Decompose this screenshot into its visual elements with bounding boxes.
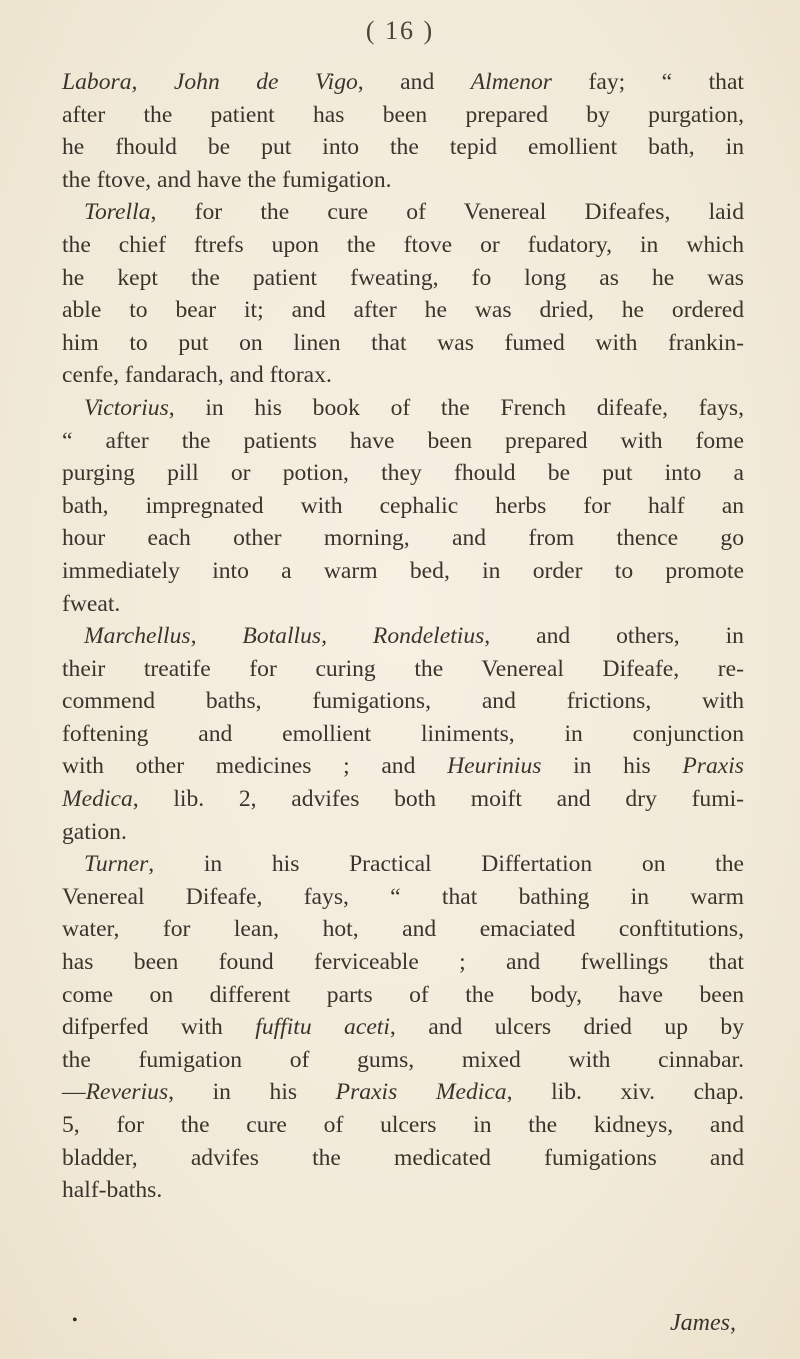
text-line [62,1142,744,1175]
text-run: gation. [62,818,127,845]
text-run: , in his [168,1079,336,1106]
text-run: hour each other morning, and from thence go [62,525,744,552]
text-line [62,979,744,1012]
text-line [62,457,744,490]
text-run: purging pill or potion, they fhould be put into a [62,460,744,487]
text-run: , and ulcers dried up by [389,1014,745,1041]
text-line [62,653,744,686]
text-line [62,392,744,425]
italic-text: Heurinius [447,753,542,780]
printer-mark: • [72,1312,78,1329]
text-run: able to bear it; and after he was dried, he ordered [62,297,744,324]
body-text [62,66,744,1207]
italic-text: Praxis Medica [335,1079,507,1106]
text-line [62,425,744,458]
text-line [62,848,744,881]
text-run: 5, for the cure of ulcers in the kidneys, and [62,1112,744,1138]
italic-text: fuffitu aceti [255,1014,390,1041]
text-line [62,359,744,392]
text-run: in his [541,753,683,780]
text-run: , for the cure of Venereal Difeafes, laid [150,199,744,226]
text-line [62,196,744,229]
text-line [62,620,744,653]
text-run: , and [357,69,471,95]
text-run: Venereal Difeafe, fays, “ that bathing in warm [62,883,744,910]
text-run: water, for lean, hot, and emaciated conftitutions, [62,916,744,943]
text-run: “ after the patients have been prepared with fome [62,427,744,454]
text-run: bath, impregnated with cephalic herbs for half an [62,492,744,519]
page-number: ( 16 ) [365,16,435,45]
text-run: , in his book of the French difeafe, fays, [168,394,744,421]
text-run: immediately into a warm bed, in order to promote [62,557,744,584]
text-line [62,164,744,197]
text-line [62,1011,744,1044]
text-run: their treatife for curing the Venereal Difeafe, re- [62,655,744,682]
text-run: , in his Practical Differtation on the [148,851,744,878]
text-line [62,685,744,718]
text-run: commend baths, fumigations, and frictions, with [62,688,744,715]
italic-text: Reverius [85,1079,169,1106]
italic-text: Praxis [682,753,744,780]
text-line [62,99,744,132]
italic-text: Turner [84,851,149,878]
text-line [62,555,744,588]
text-line [62,1076,744,1109]
text-line [62,131,744,164]
text-line [62,783,744,816]
text-line [62,1174,744,1207]
italic-text: Marchellus, Botallus, Rondeletius [84,623,485,650]
text-run: , lib. 2, advifes both moift and dry fumi- [132,786,744,813]
text-run: has been found ferviceable ; and fwellings that [62,949,744,976]
text-run: — [62,1079,86,1106]
text-run: , and others, in [484,623,744,650]
text-line [62,718,744,751]
text-line [62,262,744,295]
text-line [62,490,744,523]
text-line [62,913,744,946]
italic-text: Medica [62,786,133,813]
text-run: , lib. xiv. chap. [506,1079,745,1106]
text-line [62,750,744,783]
text-run: the chief ftrefs upon the ftove or fudatory, in which [62,231,744,258]
text-run: the fumigation of gums, mixed with cinnabar. [62,1046,744,1073]
text-run: come on different parts of the body, have been [62,981,744,1008]
text-line [62,294,744,327]
text-line [62,946,744,979]
text-line [62,588,744,621]
text-line [62,229,744,262]
italic-text: Torella [84,199,151,226]
text-run: him to put on linen that was fumed with frankin- [62,329,744,356]
text-line [62,1044,744,1077]
text-run: cenfe, fandarach, and ftorax. [62,362,332,389]
text-run: fweat. [62,590,121,617]
text-run: he fhould be put into the tepid emollient bath, in [62,134,744,161]
italic-text: Labora, John de Vigo [62,69,358,95]
text-run: half-baths. [62,1177,163,1204]
text-line [62,66,744,99]
text-line [62,522,744,555]
italic-text: Victorius [84,394,169,421]
italic-text: Almenor [470,69,552,95]
text-line [62,881,744,914]
text-run: after the patient has been prepared by purgation, [62,101,744,128]
text-run: difperfed with [62,1014,256,1041]
text-line [62,816,744,849]
text-run: with other medicines ; and [62,753,448,780]
text-run: the ftove, and have the fumigation. [62,166,392,193]
text-run: fay; “ that [552,69,744,95]
text-run: he kept the patient fweating, fo long as he was [62,264,744,291]
text-line [62,1109,744,1142]
text-run: foftening and emollient liniments, in conjunction [62,720,744,747]
text-run: bladder, advifes the medicated fumigations and [62,1144,744,1171]
text-line [62,327,744,360]
catchword: James, [670,1310,736,1336]
footer [62,1310,744,1344]
